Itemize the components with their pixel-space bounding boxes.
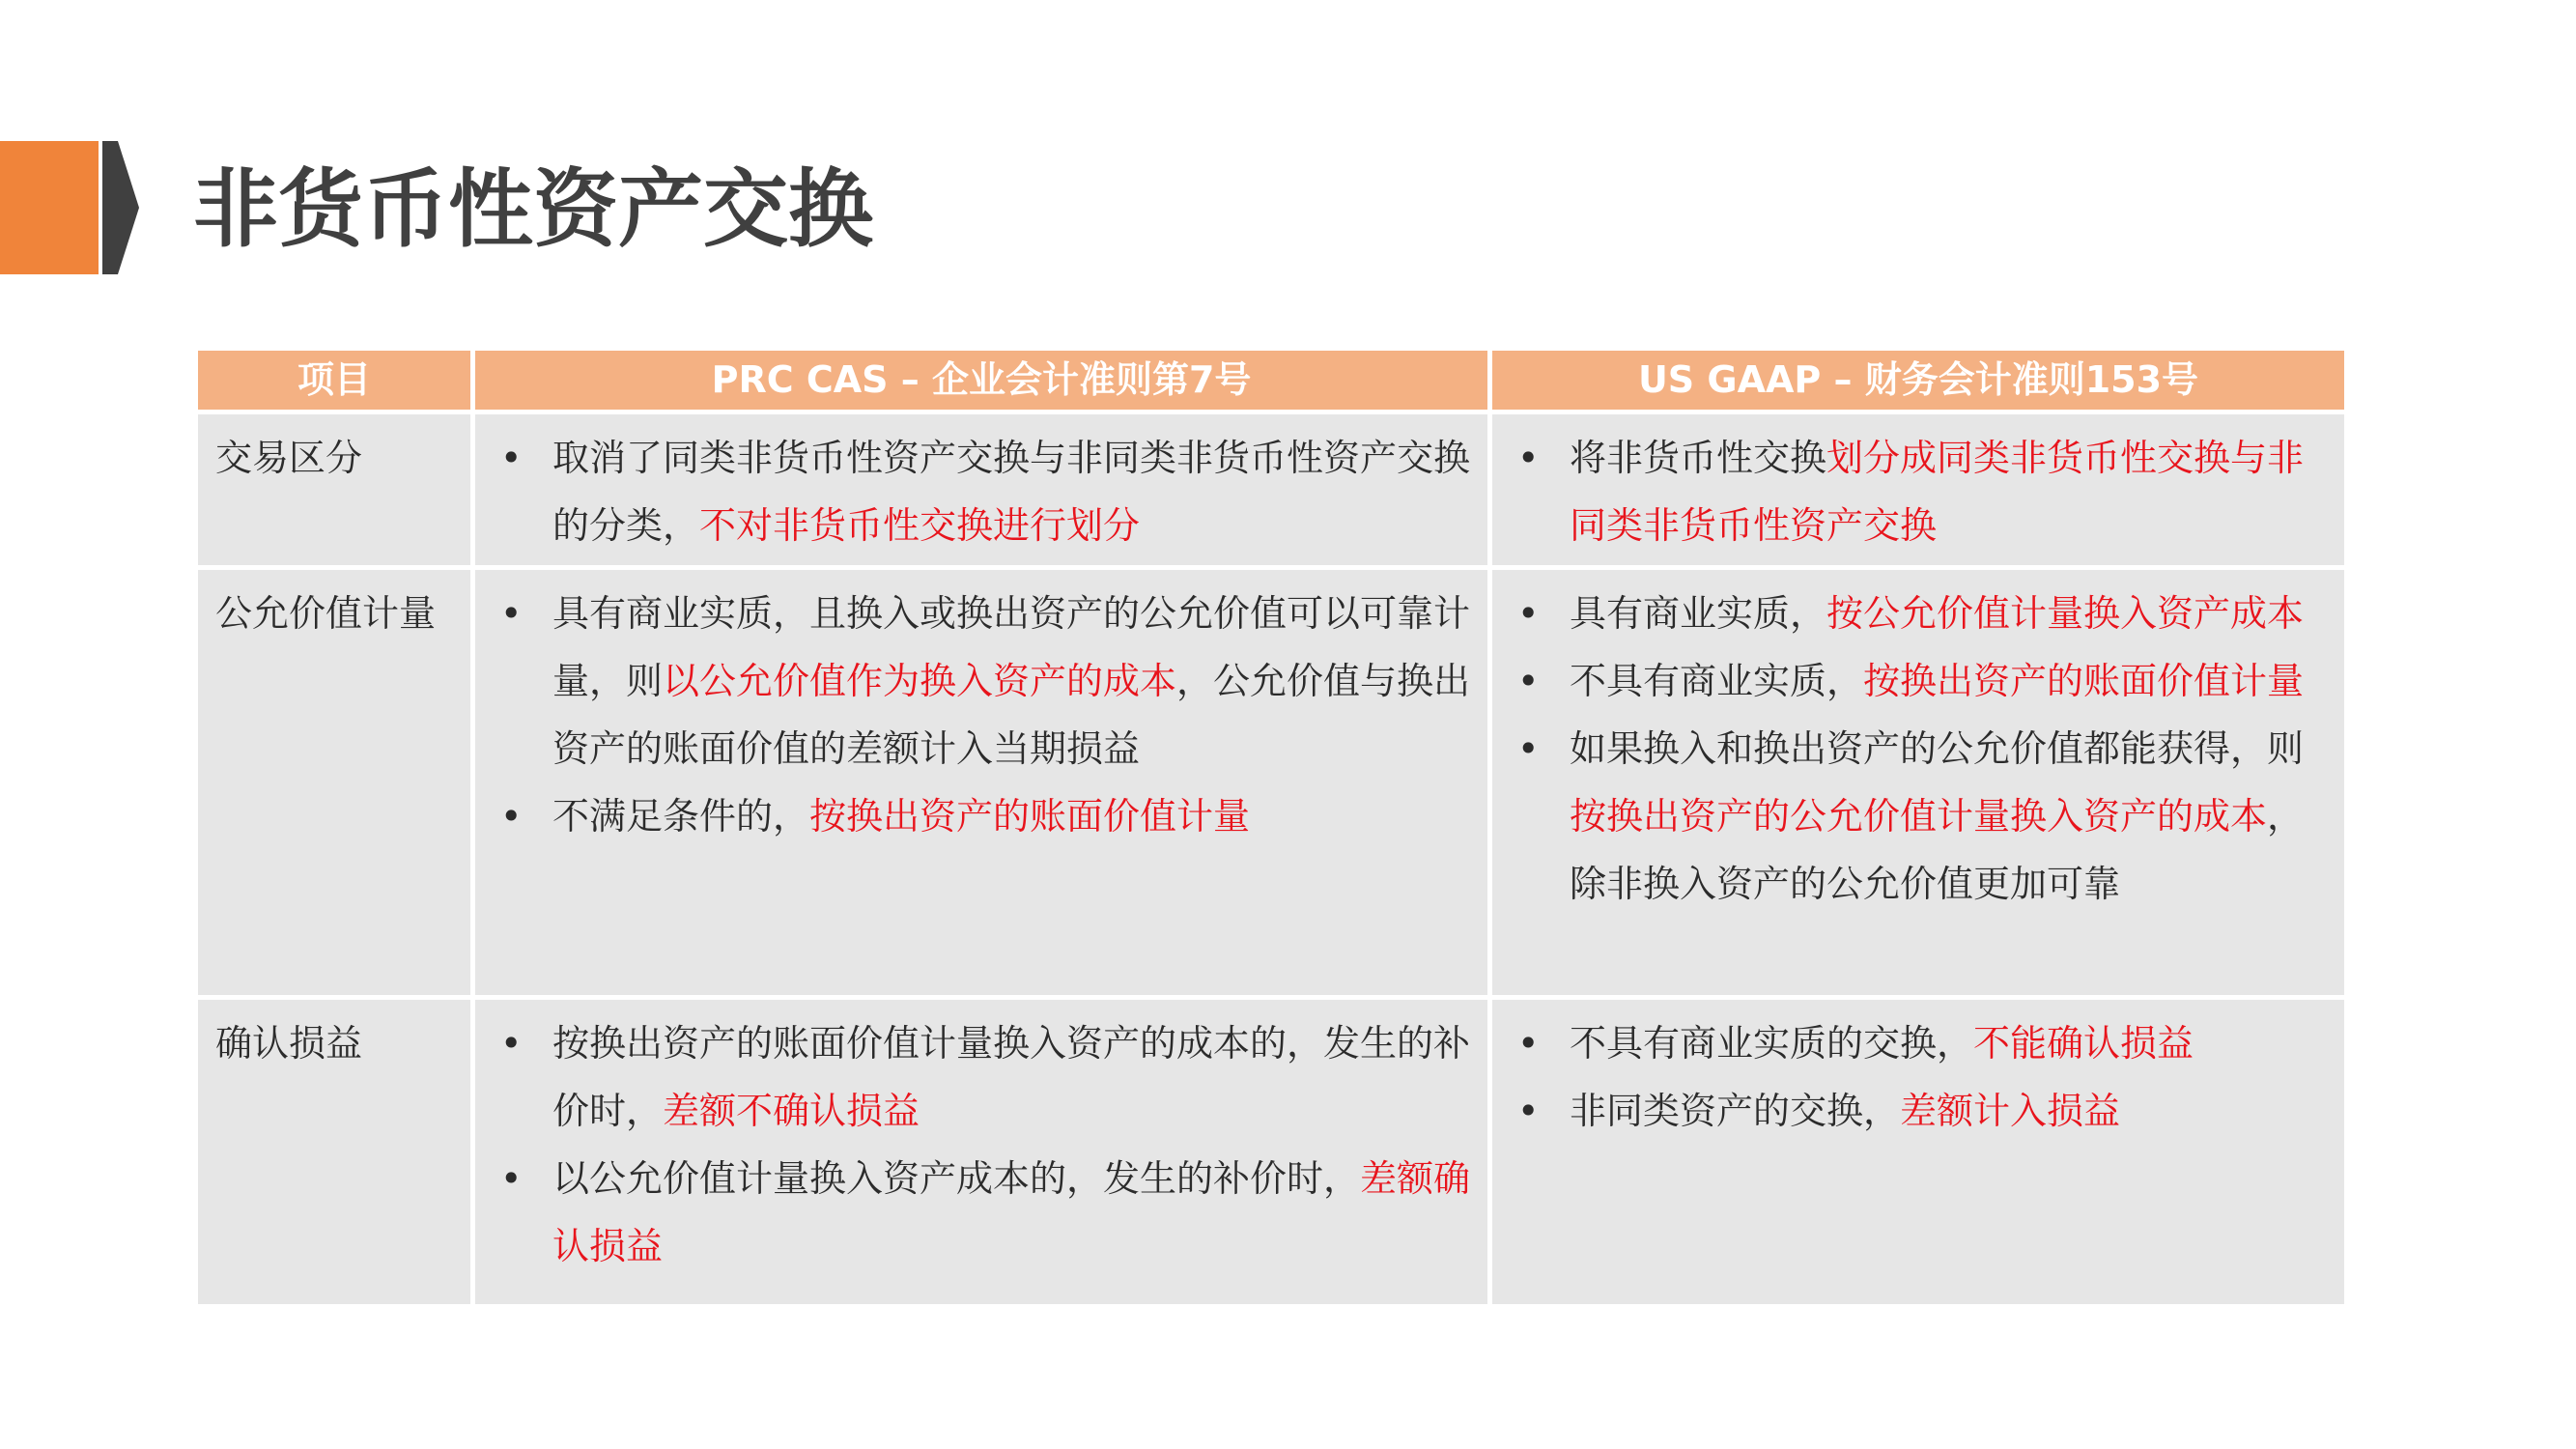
- text-after: ，公允价值与换出资产的账面价值的差额计入当期损益: [552, 660, 1471, 770]
- text-highlight: 差额计入损益: [1900, 1090, 2121, 1132]
- list-item: [489, 782, 1474, 850]
- us-cell: [1492, 570, 2344, 1000]
- bullet-icon: •: [1517, 1090, 1540, 1132]
- list-item: [1506, 715, 2331, 918]
- list-item: [489, 1009, 1474, 1145]
- text-normal: 不具有商业实质，: [1570, 660, 1864, 702]
- text-highlight: 差额确认损益: [552, 1157, 1471, 1267]
- page-title: 非货币性资产交换: [193, 159, 874, 259]
- us-cell: [1492, 414, 2344, 570]
- text-normal: 如果换入和换出资产的公允价值都能获得，则: [1570, 727, 2305, 770]
- list-item: [1506, 647, 2331, 715]
- table-row: [198, 1000, 2344, 1309]
- us-cell: [1492, 1000, 2344, 1309]
- text-normal: 非同类资产的交换，: [1570, 1090, 1901, 1132]
- header-item: 项目: [198, 351, 475, 414]
- text-highlight: 按换出资产的账面价值计量: [1863, 660, 2305, 702]
- text-highlight: 不能确认损益: [1973, 1022, 2194, 1065]
- prc-cell: [475, 414, 1492, 570]
- text-after: ，除非换入资产的公允价值更加可靠: [1570, 795, 2305, 905]
- bullet-icon: •: [1517, 437, 1540, 479]
- bullet-icon: •: [1517, 1022, 1540, 1065]
- header-prc-cas: PRC CAS – 企业会计准则第7号: [475, 351, 1492, 414]
- header-us-gaap: US GAAP – 财务会计准则153号: [1492, 351, 2344, 414]
- text-normal: 不满足条件的，: [552, 795, 810, 838]
- row-item-label: 交易区分: [198, 414, 475, 570]
- bullet-icon: •: [500, 1022, 523, 1065]
- text-normal: 具有商业实质，且换入或换出资产的公允价值可以可靠计量，则: [552, 592, 1471, 702]
- list-item: [489, 580, 1474, 782]
- chevron-icon: [102, 141, 141, 274]
- text-highlight: 以公允价值作为换入资产的成本: [663, 660, 1177, 702]
- bullet-icon: •: [500, 795, 523, 838]
- text-highlight: 差额不确认损益: [663, 1090, 920, 1132]
- bullet-icon: •: [500, 1157, 523, 1200]
- table-row: [198, 414, 2344, 570]
- row-item-label: 确认损益: [198, 1000, 475, 1309]
- table-header-row: [198, 351, 2344, 414]
- list-item: [1506, 1077, 2331, 1145]
- text-highlight: 按换出资产的账面价值计量: [809, 795, 1251, 838]
- text-normal: 按换出资产的账面价值计量换入资产的成本的，发生的补价时，: [552, 1022, 1471, 1132]
- table-row: [198, 570, 2344, 1000]
- text-normal: 以公允价值计量换入资产成本的，发生的补价时，: [552, 1157, 1361, 1200]
- title-accent-block: [0, 141, 99, 274]
- bullet-icon: •: [500, 592, 523, 635]
- text-highlight: 按换出资产的公允价值计量换入资产的成本: [1570, 795, 2268, 838]
- row-item-label: 公允价值计量: [198, 570, 475, 1000]
- list-item: [1506, 424, 2331, 559]
- text-highlight: 按公允价值计量换入资产成本: [1826, 592, 2305, 635]
- text-normal: 将非货币性交换: [1570, 437, 1827, 479]
- bullet-icon: •: [500, 437, 523, 479]
- list-item: [489, 424, 1474, 559]
- text-highlight: 不对非货币性交换进行划分: [699, 504, 1141, 547]
- text-normal: 取消了同类非货币性资产交换与非同类非货币性资产交换的分类，: [552, 437, 1471, 547]
- prc-cell: [475, 1000, 1492, 1309]
- bullet-icon: •: [1517, 727, 1540, 770]
- list-item: [1506, 580, 2331, 647]
- list-item: [489, 1145, 1474, 1280]
- comparison-table: [198, 351, 2344, 1309]
- text-normal: 不具有商业实质的交换，: [1570, 1022, 1974, 1065]
- text-normal: 具有商业实质，: [1570, 592, 1827, 635]
- bullet-icon: •: [1517, 660, 1540, 702]
- prc-cell: [475, 570, 1492, 1000]
- bullet-icon: •: [1517, 592, 1540, 635]
- text-highlight: 划分成同类非货币性交换与非同类非货币性资产交换: [1570, 437, 2305, 547]
- list-item: [1506, 1009, 2331, 1077]
